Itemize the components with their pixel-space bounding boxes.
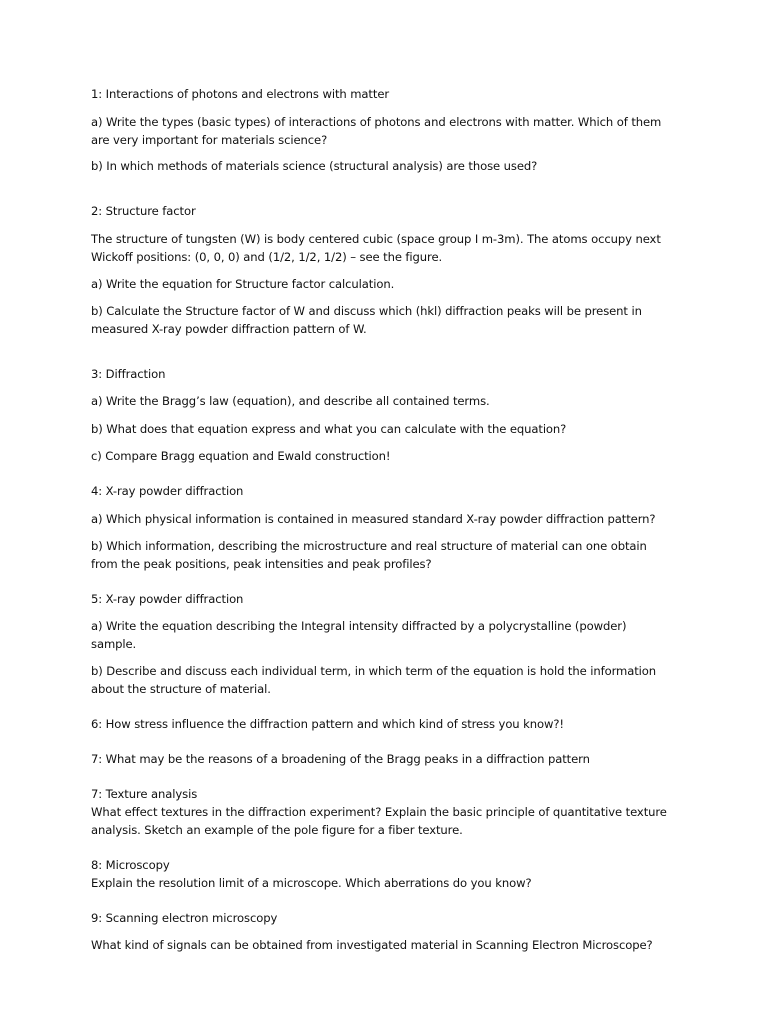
section-4-heading: 4: X-ray powder diffraction xyxy=(91,484,244,498)
section-9-heading: 9: Scanning electron microscopy xyxy=(91,911,278,925)
section-5-heading: 5: X-ray powder diffraction xyxy=(91,592,244,606)
section-5-item-b-line-2: about the structure of material. xyxy=(91,682,271,696)
section-1-heading: 1: Interactions of photons and electrons with matter xyxy=(91,87,390,101)
section-3-heading: 3: Diffraction xyxy=(91,367,166,381)
section-6-heading: 6: How stress influence the diffraction pattern and which kind of stress you know?! xyxy=(91,717,564,731)
section-5-item-a-line-2: sample. xyxy=(91,637,137,651)
section-4-item-a-line-1: a) Which physical information is contained in measured standard X-ray powder diffraction pattern? xyxy=(91,512,656,526)
section-2-item-b-line-2: measured X-ray powder diffraction pattern of W. xyxy=(91,322,367,336)
section-2-item-b-line-1: b) Calculate the Structure factor of W and discuss which (hkl) diffraction peaks will be present in xyxy=(91,304,642,318)
section-1-item-b-line-1: b) In which methods of materials science (structural analysis) are those used? xyxy=(91,159,538,173)
section-4-item-b-line-2: from the peak positions, peak intensities and peak profiles? xyxy=(91,557,432,571)
section-8-heading: 8: Microscopy xyxy=(91,858,170,872)
section-5-item-a-line-1: a) Write the equation describing the Integral intensity diffracted by a polycrystalline (powder) xyxy=(91,619,627,633)
section-3-item-c-line-1: c) Compare Bragg equation and Ewald construction! xyxy=(91,449,391,463)
section-9-text-line-1: What kind of signals can be obtained from investigated material in Scanning Electron Microscope? xyxy=(91,938,653,952)
section-7-heading: 7: What may be the reasons of a broadening of the Bragg peaks in a diffraction pattern xyxy=(91,752,590,766)
section-8-text-line-1: Explain the resolution limit of a microscope. Which aberrations do you know? xyxy=(91,876,532,890)
section-2-intro-line-1: The structure of tungsten (W) is body centered cubic (space group I m-3m). The atoms occupy next xyxy=(91,232,661,246)
section-2-item-a-line-1: a) Write the equation for Structure factor calculation. xyxy=(91,277,395,291)
section-7b-text-line-2: analysis. Sketch an example of the pole figure for a fiber texture. xyxy=(91,823,463,837)
section-1-item-a-line-2: are very important for materials science? xyxy=(91,133,328,147)
section-2-intro-line-2: Wickoff positions: (0, 0, 0) and (1/2, 1/2, 1/2) – see the figure. xyxy=(91,250,443,264)
section-5-item-b-line-1: b) Describe and discuss each individual term, in which term of the equation is hold the information xyxy=(91,664,657,678)
section-2-heading: 2: Structure factor xyxy=(91,204,196,218)
section-7b-text-line-1: What effect textures in the diffraction experiment? Explain the basic principle of quantitative texture xyxy=(91,805,667,819)
section-3-item-b-line-1: b) What does that equation express and what you can calculate with the equation? xyxy=(91,422,567,436)
section-3-item-a-line-1: a) Write the Bragg’s law (equation), and describe all contained terms. xyxy=(91,394,490,408)
section-4-item-b-line-1: b) Which information, describing the microstructure and real structure of material can one obtain xyxy=(91,539,647,553)
section-1-item-a-line-1: a) Write the types (basic types) of interactions of photons and electrons with matter. Which of them xyxy=(91,115,662,129)
section-7b-heading: 7: Texture analysis xyxy=(91,787,198,801)
